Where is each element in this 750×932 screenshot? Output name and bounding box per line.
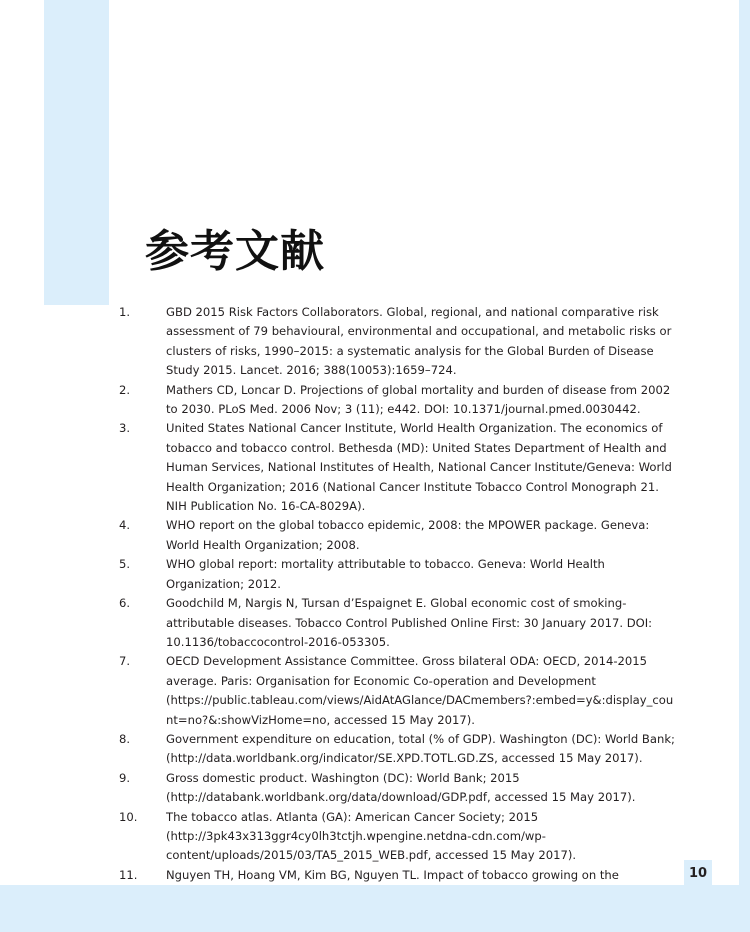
reference-list [0,303,750,924]
footer-band [0,885,750,932]
reference-text: The tobacco atlas. Atlanta (GA): American Cancer Society; 2015 (http://3pk43x313ggr4cy0lh3tctjh.wpengine.netdna-cdn.com/wp-content/uploads/2015/03/TA5_2015_WEB.pdf, accessed 15 May 2017). [166,809,577,863]
reference-item [0,594,750,652]
reference-text: WHO report on the global tobacco epidemic, 2008: the MPOWER package. Geneva: World Health Organization; 2008. [166,518,650,552]
reference-number: 6. [119,596,131,611]
reference-number: 3. [119,421,131,436]
reference-number: 1. [119,305,131,319]
reference-text: Goodchild M, Nargis N, Tursan d’Espaignet E. Global economic cost of smoking-attributable diseases. Tobacco Control Published Online First: 30 January 2017. DOI: 10.1136/tobaccocontrol-2016-053305. [166,596,653,649]
side-color-band [44,0,109,305]
reference-item [0,555,750,594]
reference-number: 2. [119,382,131,397]
reference-item [0,652,750,730]
reference-text: OECD Development Assistance Committee. Gross bilateral ODA: OECD, 2014-2015 average. Paris: Organisation for Economic Co-operation and Development (https://public.tableau.com/views/AidAtAGlance/DACmembers?:embed=y&:display_count=no?&:showVizHome=no, accessed 15 May 2017). [166,654,674,727]
reference-text: Gross domestic product. Washington (DC): World Bank; 2015 (http://databank.worldbank.org/data/download/GDP.pdf, accessed 15 May 2017). [166,770,636,805]
page-title: 参考文献 [145,226,325,277]
page-number: 10 [684,860,712,886]
reference-text: United States National Cancer Institute, World Health Organization. The economics of tobacco and tobacco control. Bethesda (MD): United States Department of Health and Human Services, National Institutes of Health, National Cancer Institute/Geneva: World Health Organization; 2016 (National Cancer Institute Tobacco Control Monograph 21. NIH Publication No. 16-CA-8029A). [166,421,672,514]
reference-text: GBD 2015 Risk Factors Collaborators. Global, regional, and national comparative risk assessment of 79 behavioural, environmental and occupational, and metabolic risks or clusters of risks, 1990–2015: a systematic analysis for the Global Burden of Disease Study 2015. Lancet. 2016; 388(10053):1659–724. [166,305,672,378]
reference-number: 10. [119,809,138,824]
reference-item [0,419,750,516]
reference-number: 11. [119,867,138,882]
reference-number: 4. [119,518,131,533]
reference-number: 8. [119,731,131,746]
reference-item [0,303,750,381]
reference-item [0,808,750,866]
reference-item [0,769,750,808]
reference-text: Nguyen TH, Hoang VM, Kim BG, Nguyen TL. Impact of tobacco growing on the [166,867,619,882]
reference-number: 5. [119,557,131,572]
reference-text: Mathers CD, Loncar D. Projections of global mortality and burden of disease from 2002 to 2030. PLoS Med. 2006 Nov; 3 (11); e442. DOI: 10.1371/journal.pmed.0030442. [166,382,671,417]
reference-text: Government expenditure on education, total (% of GDP). Washington (DC): World Bank; (http://data.worldbank.org/indicator/SE.XPD.TOTL.GD.ZS, accessed 15 May 2017). [166,731,675,766]
reference-item [0,516,750,555]
reference-item [0,381,750,420]
reference-text: WHO global report: mortality attributable to tobacco. Geneva: World Health Organization; 2012. [166,557,605,591]
reference-number: 7. [119,654,131,669]
reference-number: 9. [119,770,131,785]
reference-item [0,730,750,769]
